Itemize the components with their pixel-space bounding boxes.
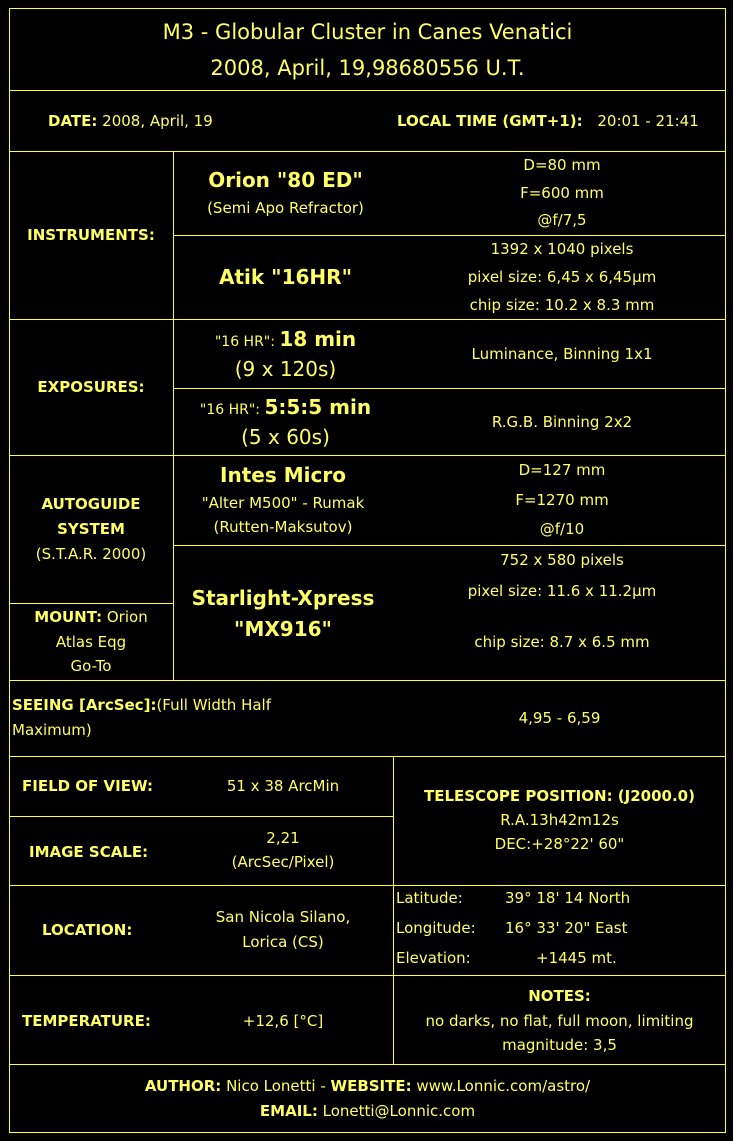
telescope-position-label: TELESCOPE POSITION: (J2000.0) [424,787,695,805]
field-of-view-label: FIELD OF VIEW: [22,777,154,795]
main-camera-pixels: 1392 x 1040 pixels [490,240,634,258]
divider [9,816,393,817]
mount-feature: Go-To [70,657,112,675]
image-scale-label: IMAGE SCALE: [29,843,149,861]
latitude-value: 39° 18' 14 North [505,889,631,907]
email-label: EMAIL: [259,1102,318,1120]
main-camera-pixel-size: pixel size: 6,45 x 6,45µm [467,268,657,286]
guide-scope-ratio: @f/10 [539,520,585,538]
notes-label: NOTES: [528,987,591,1005]
divider [9,151,726,152]
main-scope-ratio: @f/7,5 [537,211,587,229]
guide-camera-pixel-size: pixel size: 11.6 x 11.2µm [467,582,657,600]
exposures-label: EXPOSURES: [37,378,145,396]
main-scope-type: (Semi Apo Refractor) [207,199,364,217]
website-link[interactable]: www.Lonnic.com/astro/ [411,1077,591,1095]
autoguide-label-sub: (S.T.A.R. 2000) [35,545,147,563]
local-time-label: LOCAL TIME (GMT+1): [397,112,583,130]
temperature-value: +12,6 [°C] [242,1012,324,1030]
main-scope-name: Orion "80 ED" [208,168,363,192]
temperature-label: TEMPERATURE: [22,1012,151,1030]
divider [9,885,726,886]
divider [173,388,726,389]
notes-line2: magnitude: 3,5 [502,1036,617,1054]
author-label: AUTHOR: [144,1077,222,1095]
guide-scope-model: "Alter M500" - Rumak [201,494,365,512]
seeing-label: SEEING [ArcSec]: [12,696,157,714]
mount-line1 [9,608,173,626]
date-label: DATE: [48,112,98,130]
divider [9,319,726,320]
autoguide-label-line1: AUTOGUIDE [41,495,141,513]
divider [9,975,726,976]
divider [9,756,726,757]
guide-camera-chip-size: chip size: 8.7 x 6.5 mm [474,633,650,651]
date-row [48,112,213,130]
divider [9,680,726,681]
guide-scope-aperture: D=127 mm [518,461,606,479]
longitude-value: 16° 33' 20" East [505,919,628,937]
latitude-label: Latitude: [396,889,463,907]
rgb-subframes: (5 x 60s) [241,425,330,449]
rgb-camera: "16 HR": [199,402,265,418]
location-label: LOCATION: [42,921,133,939]
rgb-time: 5:5:5 min [264,395,372,419]
email-line [9,1102,726,1120]
main-scope-focal: F=600 mm [520,184,604,202]
elevation-label: Elevation: [396,949,471,967]
divider [9,603,173,604]
guide-scope-type: (Rutten-Maksutov) [213,518,353,536]
guide-camera-pixels: 752 x 580 pixels [500,551,624,569]
guide-camera-name-line1: Starlight-Xpress [191,586,375,610]
website-label: WEBSITE: [330,1077,412,1095]
seeing-desc: (Full Width Half [156,696,271,714]
guide-scope-focal: F=1270 mm [515,491,609,509]
luminance-subframes: (9 x 120s) [234,357,337,381]
main-camera-chip-size: chip size: 10.2 x 8.3 mm [469,296,655,314]
luminance-camera: "16 HR": [214,334,280,350]
luminance-time: 18 min [279,327,357,351]
instruments-label: INSTRUMENTS: [27,226,155,244]
observation-date-ut: 2008, April, 19,98680556 U.T. [210,56,525,80]
date-value: 2008, April, 19 [102,112,213,130]
luminance-exposure [173,327,398,351]
image-scale-value: 2,21 [266,829,300,847]
location-name: San Nicola Silano, [215,908,351,926]
notes-line1: no darks, no flat, full moon, limiting [425,1012,694,1030]
field-of-view-value: 51 x 38 ArcMin [226,777,340,795]
seeing-value: 4,95 - 6,59 [518,709,601,727]
luminance-desc: Luminance, Binning 1x1 [471,345,653,363]
author-line [9,1077,726,1095]
location-region: Lorica (CS) [242,933,324,951]
divider [9,90,726,91]
rgb-desc: R.G.B. Binning 2x2 [491,413,633,431]
main-scope-aperture: D=80 mm [523,156,601,174]
divider [173,545,726,546]
image-scale-unit: (ArcSec/Pixel) [231,853,335,871]
email-link[interactable]: Lonetti@Lonnic.com [317,1102,476,1120]
elevation-value: +1445 mt. [536,949,617,967]
longitude-label: Longitude: [396,919,476,937]
main-camera-name: Atik "16HR" [219,265,352,289]
mount-brand: Orion [102,608,148,626]
divider [9,1064,726,1065]
seeing-desc-line2: Maximum) [12,721,92,739]
mount-label: MOUNT: [34,608,103,626]
telescope-ra: R.A.13h42m12s [500,811,619,829]
divider [9,455,726,456]
rgb-exposure [173,395,398,419]
page-title: M3 - Globular Cluster in Canes Venatici [162,20,573,44]
mount-model: Atlas Eqg [55,633,127,651]
guide-scope-name: Intes Micro [220,463,346,487]
author-name: Nico Lonetti - [221,1077,331,1095]
guide-camera-name-line2: "MX916" [234,617,332,641]
autoguide-label-line2: SYSTEM [57,520,125,538]
local-time-row [397,112,699,130]
divider [173,235,726,236]
local-time-value: 20:01 - 21:41 [597,112,699,130]
telescope-dec: DEC:+28°22' 60" [494,835,625,853]
seeing-line1 [12,696,271,714]
